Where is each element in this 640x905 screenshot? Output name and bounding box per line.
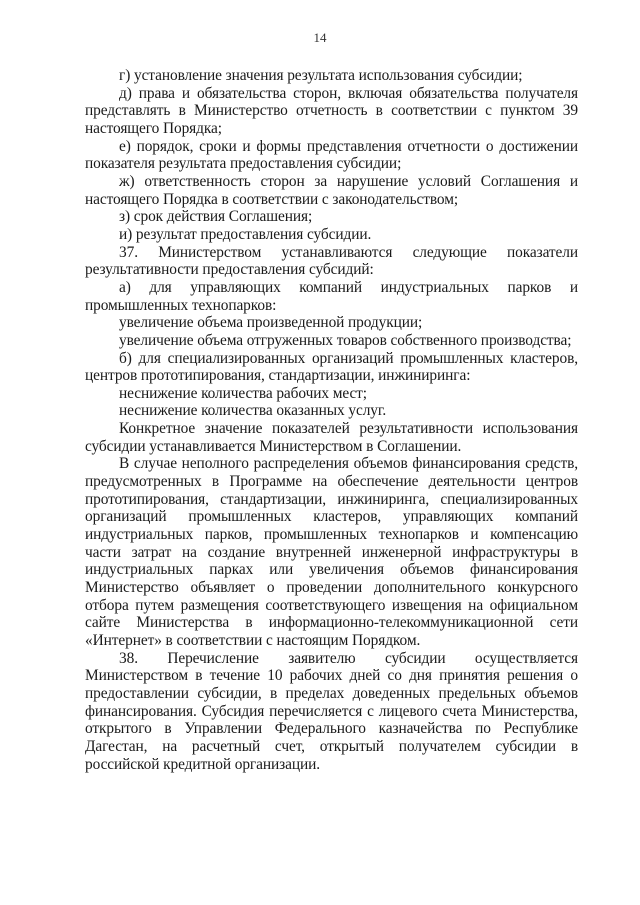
paragraph-indicator-2: увеличение объема отгруженных товаров собственного производства; [119,331,572,349]
paragraph-subitem-z: з) срок действия Соглашения; [119,208,313,226]
paragraph-indicator-4: неснижение количества оказанных услуг. [119,402,387,420]
paragraph-subitem-d: д) права и обязательства сторон, включая обязательства получателя представлять в Министерство отчетность в соответствии с пунктом 39 настоящего Порядка; [85,84,578,137]
paragraph-indicator-3: неснижение количества рабочих мест; [119,384,367,402]
paragraph-indicator-1: увеличение объема произведенной продукции; [119,314,423,332]
paragraph-item-37: 37. Министерством устанавливаются следующие показатели результативности предоставления субсидий: [85,243,578,279]
paragraph-specific-value: Конкретное значение показателей результативности использования субсидии устанавливается Министерством в Соглашении. [85,420,578,455]
paragraph-subitem-a: а) для управляющих компаний индустриальных парков и промышленных технопарков: [85,278,578,314]
document-body [85,67,578,773]
page-number: 14 [313,30,327,45]
paragraph-subitem-b: б) для специализированных организаций промышленных кластеров, центров прототипирования, стандартизации, инжиниринга: [85,349,578,385]
paragraph-subitem-e: е) порядок, сроки и формы представления отчетности о достижении показателя результата предоставления субсидии; [85,137,578,173]
paragraph-subitem-g: г) установление значения результата использования субсидии; [119,67,523,84]
paragraph-subitem-i: и) результат предоставления субсидии. [119,225,372,243]
paragraph-incomplete-distribution: В случае неполного распределения объемов финансирования средств, предусмотренных в Программе на обеспечение деятельности центров прототипирования, стандартизации, инжиниринга, специализированных организаций промышленных кластеров, управляющих компаний индустриальных парков, промышленных технопарков и компенсацию части затрат на создание внутренней инженерной инфраструктуры в индустриальных парках или увеличения объемов финансирования Министерство объявляет о проведении дополнительного конкурсного отбора путем размещения соответствующего извещения на официальном сайте Министерства в информационно-телекоммуникационной сети «Интернет» в соответствии с настоящим Порядком. [85,455,578,649]
paragraph-item-38: 38. Перечисление заявителю субсидии осуществляется Министерством в течение 10 рабочих дней со дня принятия решения о предоставлении субсидии, в пределах доведенных предельных объемов финансирования. Субсидия перечисляется с лицевого счета Министерства, открытого в Управлении Федерального казначейства по Республике Дагестан, на расчетный счет, открытый получателем субсидии в российской кредитной организации. [85,649,578,773]
paragraph-subitem-zh: ж) ответственность сторон за нарушение условий Соглашения и настоящего Порядка в соответствии с законодательством; [85,172,578,208]
